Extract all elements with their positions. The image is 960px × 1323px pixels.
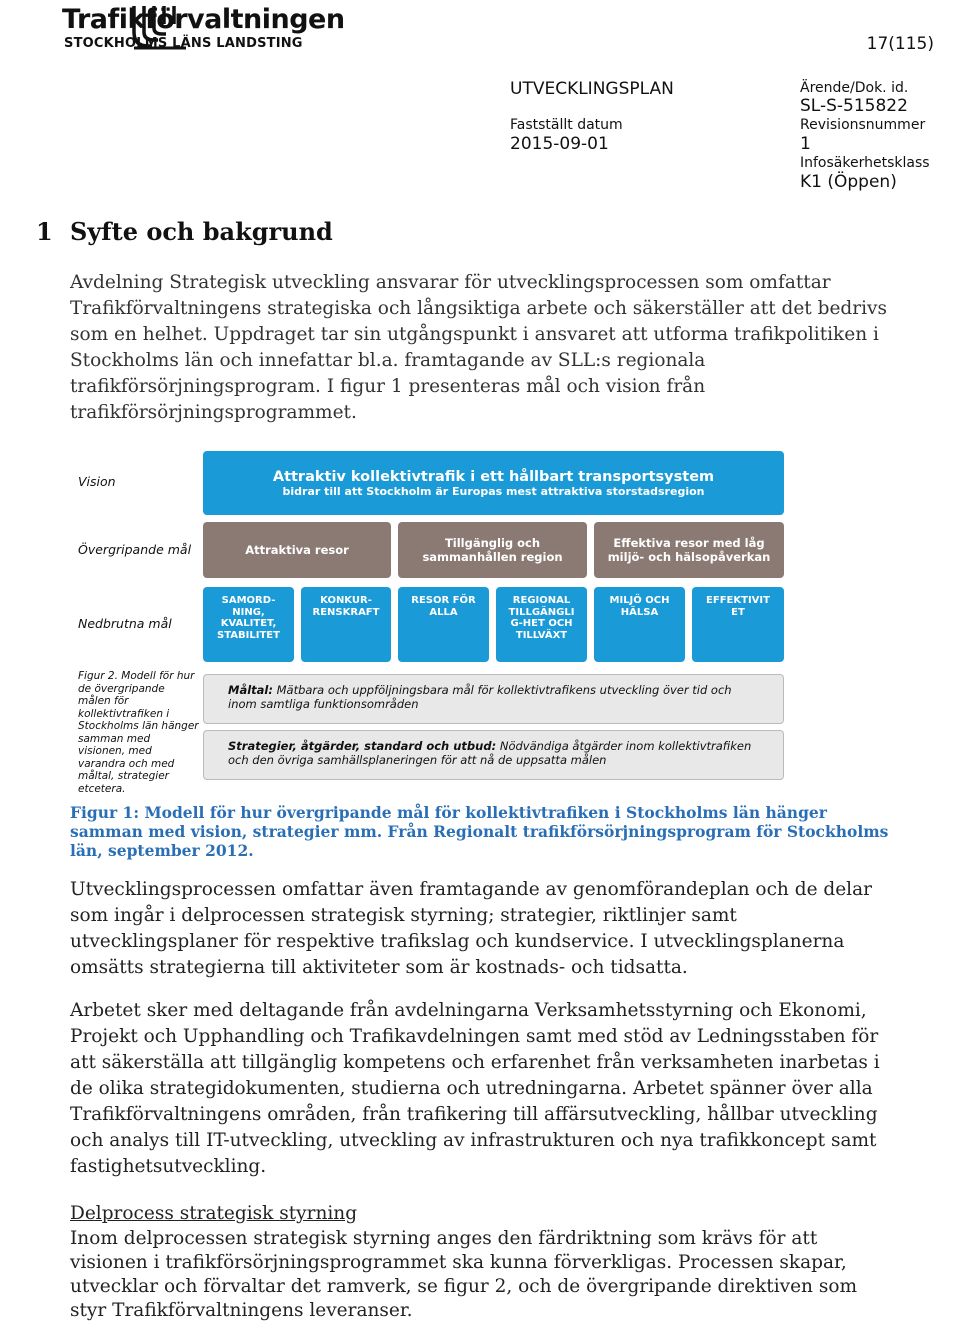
sub-goal-line: RESOR FÖR [411, 595, 476, 606]
section-title: Syfte och bakgrund [70, 217, 333, 246]
sub-goal-line: RENSKRAFT [312, 606, 380, 618]
maltal-box [203, 674, 784, 724]
sub-goal-line: ET [731, 606, 745, 618]
strategy-heading: Strategier, åtgärder, standard och utbud: [228, 739, 497, 753]
sub-goal-box [203, 587, 294, 662]
sub-goal-box [692, 587, 784, 662]
paragraph-purpose: Avdelning Strategisk utveckling ansvarar för utvecklingsprocessen som omfattar Trafikförvaltningens strategiska och långsiktiga arbete och säkerställer att det bedrivs som en helhet. Uppdraget tar sin utgångspunkt i ansvaret att utforma trafikpolitiken i Stockholms län och innefattar bl.a. framtagande av SLL:s regionala trafikförsörjningsprogram. I figur 1 presenteras mål och vision från trafikförsörjningsprogrammet. [70, 272, 887, 423]
overall-goal-box [594, 522, 784, 578]
sub-goal-box [496, 587, 587, 662]
sub-goal-line: HÄLSA [620, 606, 659, 618]
sub-goal-line: SAMORD- [221, 595, 276, 606]
goal-line: sammanhållen region [422, 550, 563, 564]
case-id-label: Ärende/Dok. id. [800, 80, 909, 96]
goal-line: Tillgänglig och [444, 536, 541, 550]
overall-goal-box [398, 522, 587, 578]
sub-goal-box [398, 587, 489, 662]
security-class-value: K1 (Öppen) [800, 172, 897, 192]
sub-goal-line: TILLGÄNGLI [508, 606, 575, 618]
sub-goal-line: STABILITET [217, 629, 280, 641]
established-date-value: 2015-09-01 [510, 134, 609, 154]
figure-note: Figur 2. Modell för hur de övergripande målen för kollektivtrafiken i Stockholms län hänger samman med visionen, med varandra och med måltal, strategier etcetera. [78, 670, 199, 795]
goal-line: Attraktiva resor [245, 543, 349, 557]
paragraph-process: Utvecklingsprocessen omfattar även framtagande av genomförandeplan och de delar som ingår i delprocessen strategisk styrning; strategier, riktlinjer samt utvecklingsplaner för respektive trafikslag och kundservice. I utvecklingsplanerna omsätts strategierna till aktiviteter som är kostnads- och tidsatta. [70, 879, 872, 978]
document-type: UTVECKLINGSPLAN [510, 79, 674, 99]
sub-goal-line: TILLVÄXT [515, 629, 568, 641]
revision-label: Revisionsnummer [800, 117, 926, 133]
maltal-text: Mätbara och uppföljningsbara mål för kollektivtrafikens utveckling över tid och inom samtliga funktionsområden [228, 683, 732, 711]
sub-goal-line: ALLA [429, 606, 458, 618]
sub-goal-line: NING, [232, 606, 265, 618]
overall-goal-box [203, 522, 391, 578]
page-number: 17(115) [866, 34, 934, 54]
established-date-label: Fastställt datum [510, 117, 623, 133]
paragraph-participation: Arbetet sker med deltagande från avdelningarna Verksamhetsstyrning och Ekonomi, Projekt och Upphandling och Trafikavdelningen samt med stöd av Ledningsstaben för att säkerställa att tillgänglig kompetens och erfarenhet från verksamheten inarbetas i de olika strategidokumenten, studierna och utredningarna. Arbetet spänner över alla Trafikförvaltningens områden, från trafikering till affärsutveckling, hållbar utveckling och analys till IT-utveckling, utveckling av infrastrukturen och nya trafikkoncept samt fastighetsutveckling. [70, 1000, 880, 1177]
section-number: 1 [36, 217, 53, 246]
organization-name: Trafikförvaltningen [62, 4, 345, 35]
figure-row-label-vision: Vision [78, 474, 116, 489]
figure-caption: Figur 1: Modell för hur övergripande mål för kollektivtrafiken i Stockholms län hänger samman med vision, strategier mm. Från Regionalt trafikförsörjningsprogram för Stockholms län, september 2012. [70, 803, 889, 860]
vision-subtitle: bidrar till att Stockholm är Europas mest attraktiva storstadsregion [282, 484, 705, 498]
paragraph-strategic-steering: Inom delprocessen strategisk styrning anges den färdriktning som krävs för att visionen i trafikförsörjningsprogrammet ska kunna förverkligas. Processen skapar, utvecklar och förvaltar det ramverk, se figur 2, och de övergripande direktiven som styr Trafikförvaltningens leveranser. [70, 1228, 857, 1321]
vision-box [203, 451, 784, 515]
maltal-heading: Måltal: [228, 683, 273, 697]
goal-line: miljö- och hälsopåverkan [607, 550, 771, 564]
revision-value: 1 [800, 134, 811, 154]
sub-goal-line: REGIONAL [512, 595, 571, 606]
figure-row-label-sub: Nedbrutna mål [78, 616, 172, 631]
sub-goal-box [301, 587, 391, 662]
sub-goal-line: MILJÖ OCH [609, 595, 670, 606]
organization-subtitle: STOCKHOLMS LÄNS LANDSTING [64, 36, 303, 51]
sub-goal-line: KVALITET, [220, 618, 277, 629]
security-class-label: Infosäkerhetsklass [800, 155, 930, 171]
case-id-value: SL-S-515822 [800, 96, 908, 116]
sub-goal-line: EFFEKTIVIT [706, 595, 770, 606]
sub-heading: Delprocess strategisk styrning [70, 1203, 358, 1224]
strategy-box [203, 730, 784, 780]
sub-goal-box [594, 587, 685, 662]
sub-goal-line: KONKUR- [320, 595, 372, 606]
strategy-text: Nödvändiga åtgärder inom kollektivtrafiken och den övriga samhällsplaneringen för att nå de uppsatta målen [228, 739, 752, 767]
goal-line: Effektiva resor med låg [613, 536, 765, 550]
figure-row-label-overall: Övergripande mål [78, 542, 192, 557]
sub-goal-line: G-HET OCH [510, 618, 573, 629]
vision-title: Attraktiv kollektivtrafik i ett hållbart transportsystem [272, 468, 715, 485]
